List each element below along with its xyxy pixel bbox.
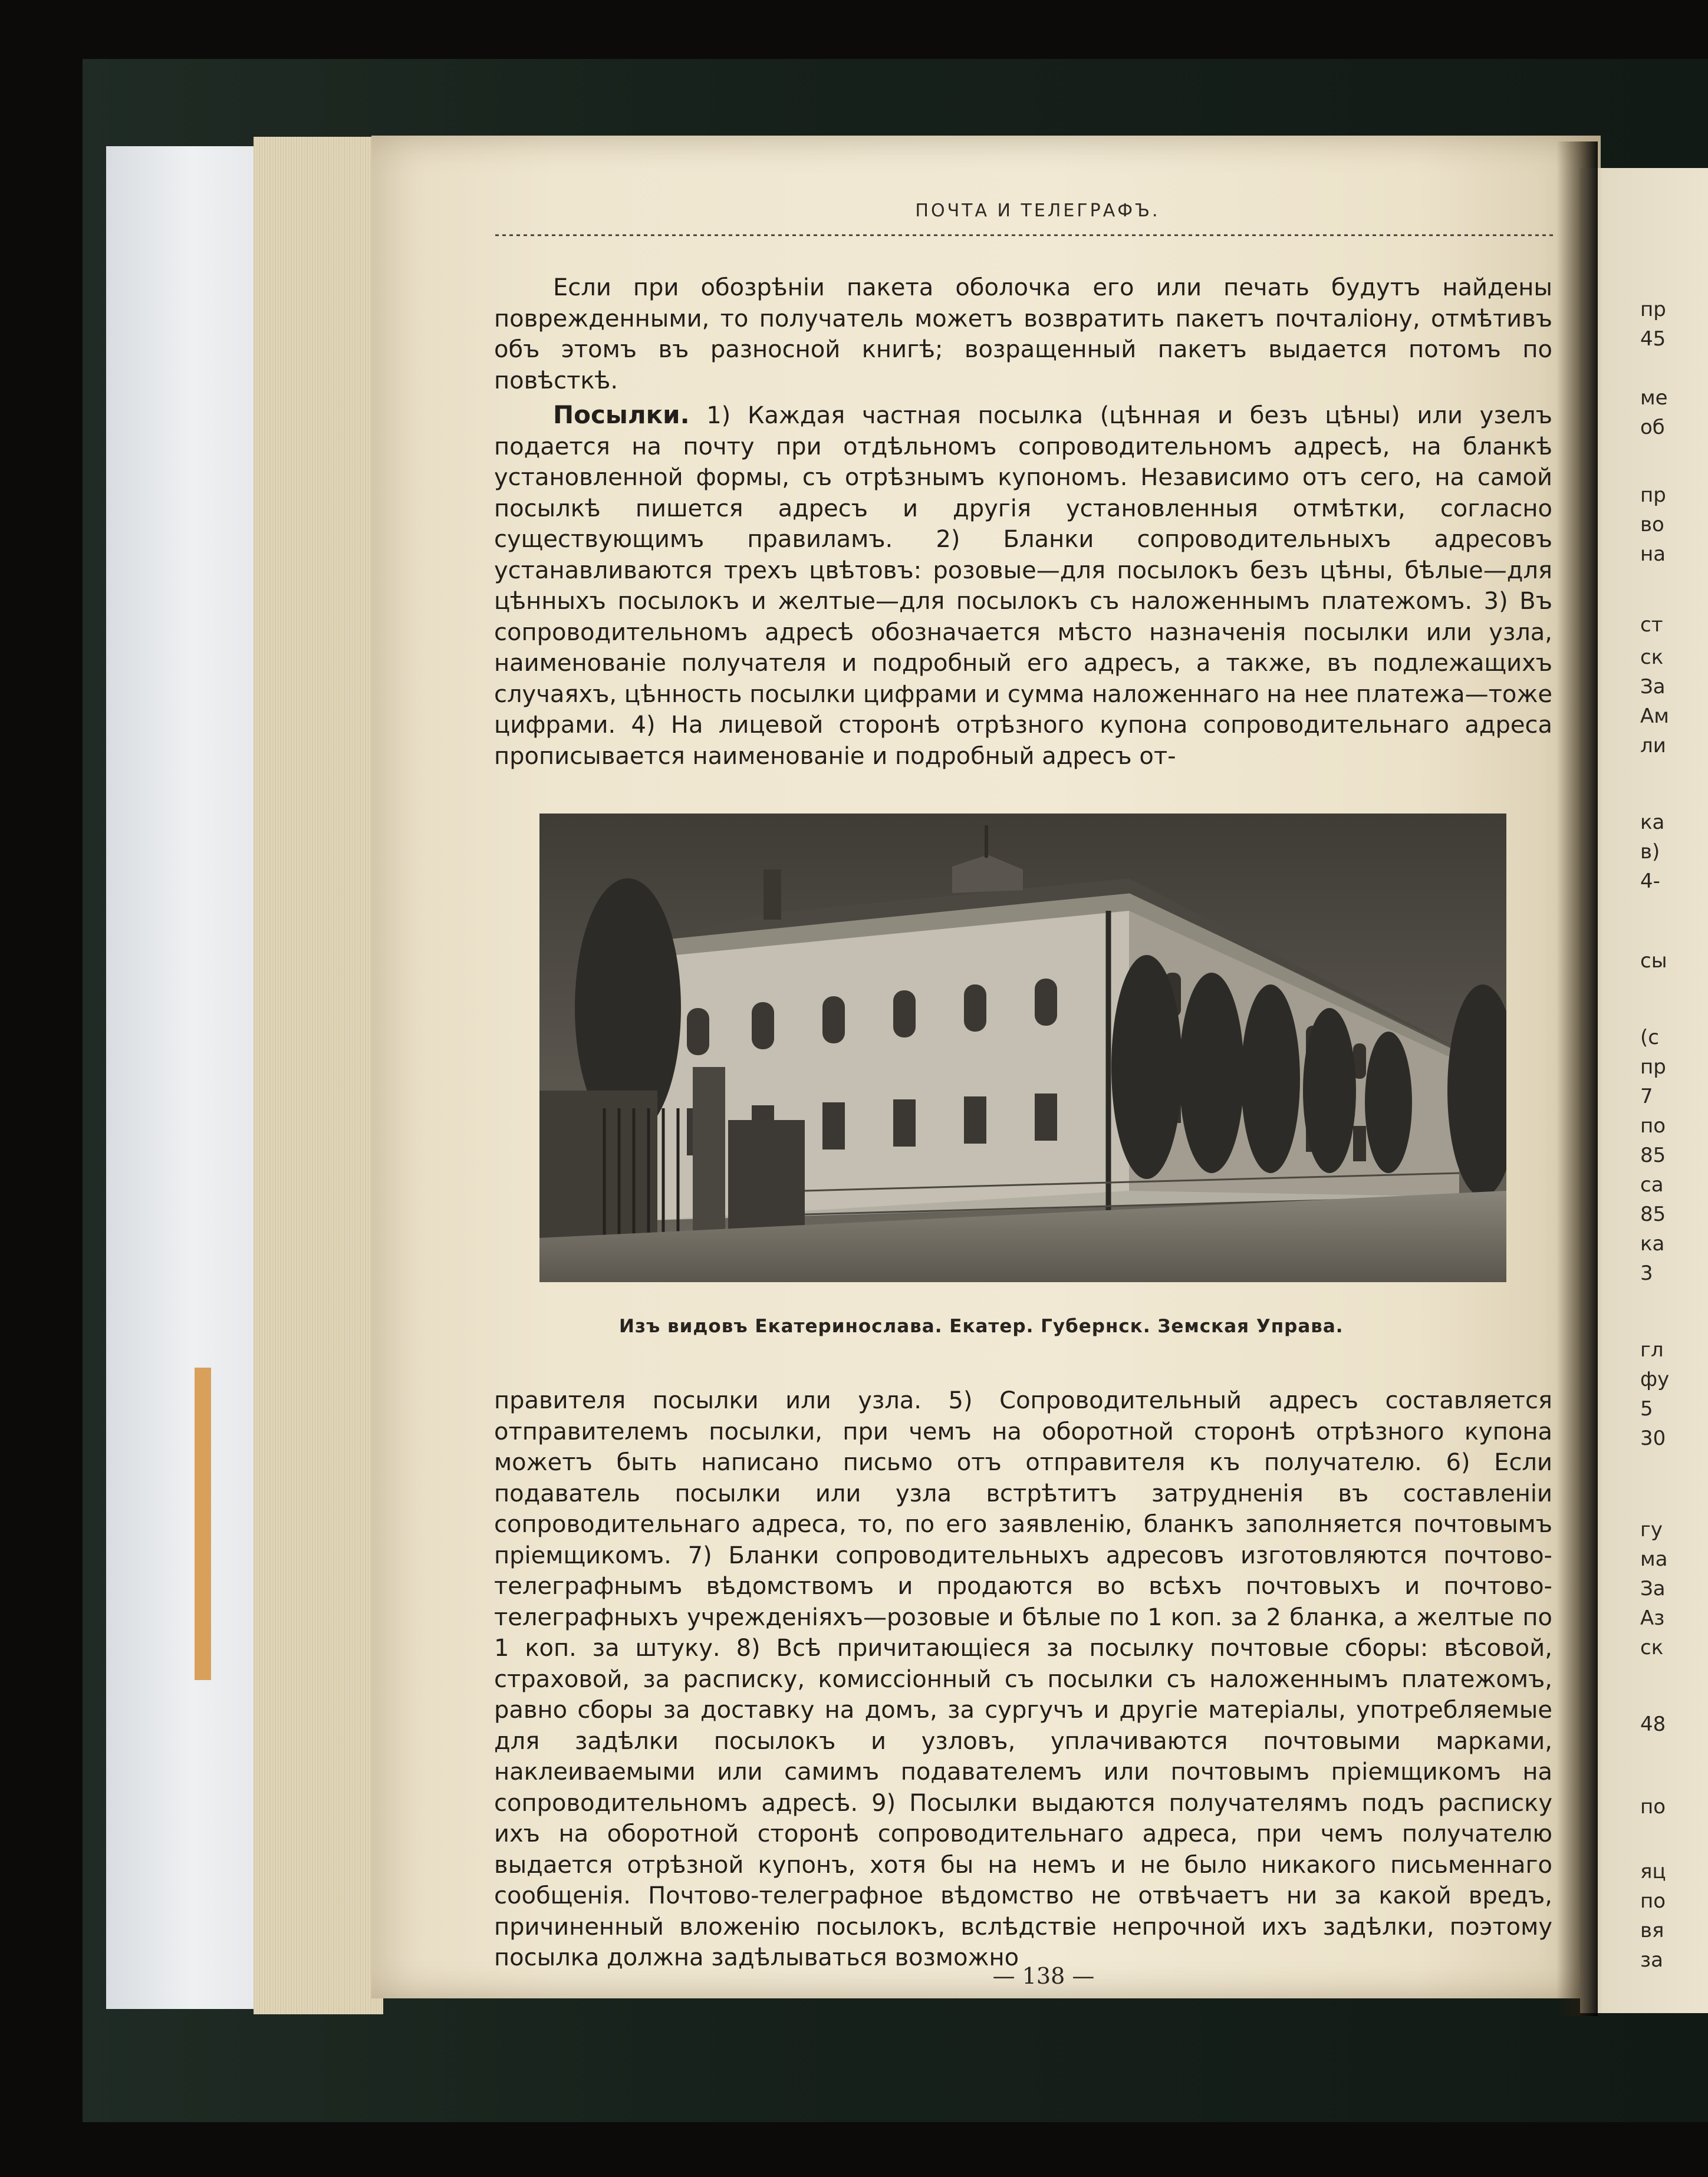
facing-page-fragment: по bbox=[1640, 1114, 1666, 1138]
paragraph-packets bbox=[494, 272, 1552, 396]
facing-page-fragment: 7 bbox=[1640, 1085, 1653, 1108]
facing-page-fragment: пр bbox=[1640, 298, 1666, 321]
paragraph-parcels bbox=[494, 400, 1552, 772]
paragraph-parcels-continued bbox=[494, 1385, 1552, 1974]
facing-page-fragment: 85 bbox=[1640, 1144, 1666, 1167]
facing-page-fragment: ма bbox=[1640, 1547, 1668, 1571]
paragraph-2-text: 1) Каждая частная посылка (цѣнная и безъ цѣны) или узелъ подается на почту при отдѣльномъ сопроводительномъ адресѣ, на бланкѣ установленной формы, съ отрѣзнымъ купономъ. Независимо отъ сего, на самой посылкѣ пишется адресъ и другія установленныя отмѣтки, согласно существующимъ правиламъ. 2) Бланки сопроводительныхъ адресовъ устанавливаются трехъ цвѣтовъ: розовые—для посылокъ безъ цѣны, бѣлые—для цѣнныхъ посылокъ и желтые—для посылокъ съ наложеннымъ платежомъ. 3) Въ сопроводительномъ адресѣ обозначается мѣсто назначенія посылки или узла, наименованіе получателя и подробный его адресъ, а также, въ подлежащихъ случаяхъ, цѣнность посылки цифрами и сумма наложеннаго на нее платежа—тоже цифрами. 4) На лицевой сторонѣ отрѣзного купона сопроводительнаго адреса прописывается наименованіе и подробный адресъ от- bbox=[494, 402, 1552, 770]
facing-page-fragment: гл bbox=[1640, 1338, 1664, 1362]
bookmark-tab bbox=[195, 1368, 211, 1680]
facing-page-fragment: ск bbox=[1640, 645, 1664, 669]
book-gutter bbox=[1556, 141, 1598, 2016]
facing-page-fragment: вя bbox=[1640, 1919, 1664, 1942]
page-edges bbox=[254, 137, 383, 2014]
facing-page-fragment: сы bbox=[1640, 949, 1667, 973]
facing-page-fragment: об bbox=[1640, 416, 1665, 439]
facing-page-fragment: в) bbox=[1640, 840, 1660, 864]
photograph-zemstvo-building bbox=[539, 814, 1506, 1282]
paragraph-3: правителя посылки или узла. 5) Сопроводительный адресъ составляется отправителемъ посылки, при чемъ на оборотной сторонѣ отрѣзного купона можетъ быть написано письмо отъ отправителя къ получателю. 6) Если подаватель посылки или узла встрѣтитъ затрудненія въ составленіи сопроводительнаго адреса, то, по его заявленію, бланкъ заполняется почтовымъ пріемщикомъ. 7) Бланки сопроводительныхъ адресовъ изготовляются почтово-телеграфнымъ вѣдомствомъ и продаются во всѣхъ почтовыхъ и почтово-телеграфныхъ учрежденіяхъ—розовые и бѣлые по 1 коп. за 2 бланка, а желтые по 1 коп. за штуку. 8) Всѣ причитающіеся за посылку почтовые сборы: вѣсовой, страховой, за расписку, комиссіонный съ посылки съ наложеннымъ платежомъ, равно сборы за доставку на домъ, за сургучъ и другіе матеріалы, употребляемые для задѣлки посылокъ и узловъ, уплачиваются почтовыми марками, наклеиваемыми или самимъ подавателемъ или почтовымъ пріемщикомъ на сопроводительномъ адресѣ. 9) Посылки выдаются получателямъ подъ расписку ихъ на оборотной сторонѣ сопроводительнаго адреса, при чемъ получателю выдается отрѣзной купонъ, хотя бы на немъ и не было никакого письменнаго сообщенія. Почтово-телеграфное вѣдомство не отвѣчаетъ ни за какой вредъ, причиненный вложенію посылокъ, вслѣдствіе непрочной ихъ задѣлки, поэтому посылка должна задѣлываться возможно bbox=[494, 1387, 1552, 1971]
building-photo-illustration bbox=[539, 814, 1506, 1282]
facing-page-fragment: 30 bbox=[1640, 1427, 1666, 1450]
facing-page-fragment: яц bbox=[1640, 1860, 1666, 1883]
facing-page-fragment: гу bbox=[1640, 1518, 1663, 1542]
facing-page-fragment: За bbox=[1640, 1577, 1666, 1600]
facing-page-fragment: по bbox=[1640, 1795, 1666, 1819]
facing-page-fragment: ме bbox=[1640, 386, 1668, 410]
facing-page-fragment: фу bbox=[1640, 1368, 1670, 1391]
facing-page-fragment: ст bbox=[1640, 613, 1663, 637]
facing-page-fragment: Ам bbox=[1640, 704, 1669, 728]
running-header: ПОЧТА И ТЕЛЕГРАФЪ. bbox=[915, 200, 1160, 221]
facing-page-fragment: во bbox=[1640, 513, 1664, 536]
facing-page-fragment: 4- bbox=[1640, 870, 1660, 893]
facing-page-fragment: 45 bbox=[1640, 327, 1666, 351]
paragraph-2 bbox=[494, 400, 1552, 772]
facing-page-fragment: пр bbox=[1640, 1055, 1666, 1079]
facing-page-fragment: За bbox=[1640, 675, 1666, 699]
facing-page-fragment: 3 bbox=[1640, 1262, 1653, 1285]
facing-page-fragment: на bbox=[1640, 542, 1666, 566]
page-number: — 138 — bbox=[992, 1963, 1095, 1989]
facing-page-fragment: ка bbox=[1640, 1232, 1665, 1256]
figure-caption: Изъ видовъ Екатеринослава. Екатер. Губернск. Земская Управа. bbox=[619, 1316, 1344, 1337]
facing-page-fragment: са bbox=[1640, 1173, 1664, 1197]
facing-page-fragment: Аз bbox=[1640, 1606, 1665, 1630]
facing-page-fragment: пр bbox=[1640, 483, 1666, 507]
facing-page-fragment: ка bbox=[1640, 811, 1665, 834]
facing-page-fragment: 48 bbox=[1640, 1712, 1666, 1736]
facing-page-fragment: 5 bbox=[1640, 1397, 1653, 1421]
facing-page-fragment: ск bbox=[1640, 1636, 1664, 1659]
facing-page-fragment: ли bbox=[1640, 734, 1666, 757]
facing-page-fragment: (с bbox=[1640, 1026, 1659, 1049]
section-heading: Посылки. bbox=[553, 400, 690, 429]
paper-stack bbox=[106, 146, 277, 2009]
facing-page-fragment: за bbox=[1640, 1948, 1663, 1972]
facing-page-fragment: по bbox=[1640, 1889, 1666, 1913]
paragraph-1: Если при обозрѣніи пакета оболочка его или печать будутъ найдены поврежденными, то получатель можетъ возвратить пакетъ почталіону, отмѣтивъ объ этомъ въ разносной книгѣ; возращенный пакетъ выдается потомъ по повѣсткѣ. bbox=[494, 274, 1552, 394]
facing-page-fragment: 85 bbox=[1640, 1203, 1666, 1226]
